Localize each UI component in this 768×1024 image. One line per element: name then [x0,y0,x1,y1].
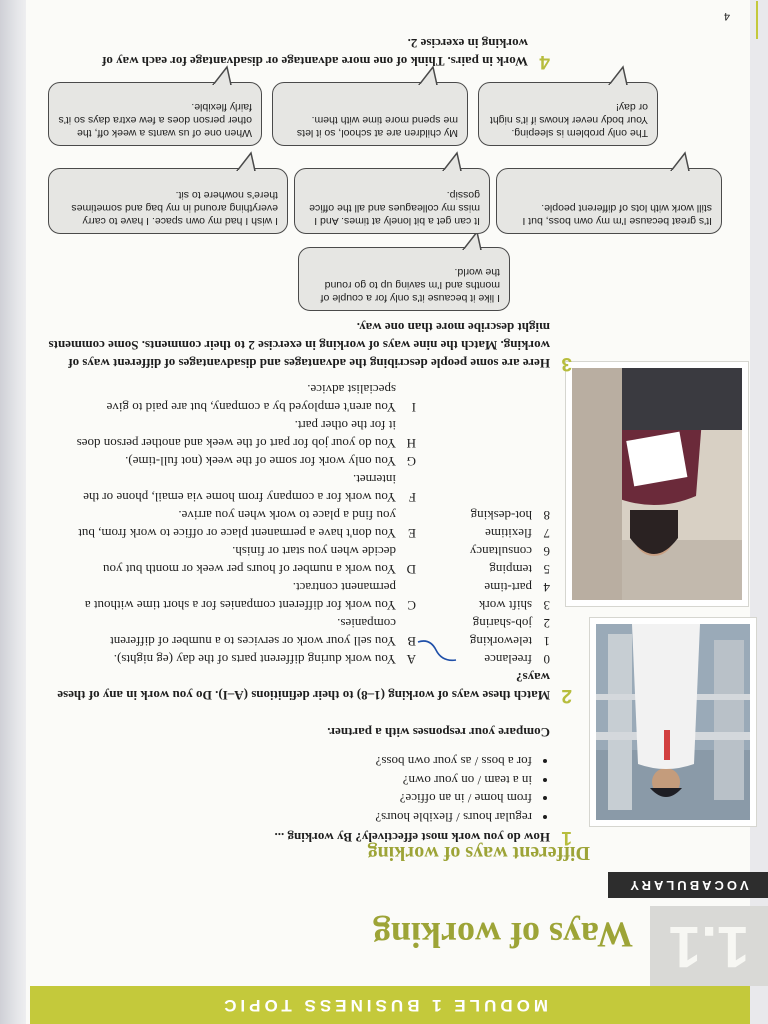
speech-bubble-text: It's great because I'm my own boss, but I still work with lots of different people. [522,202,712,227]
definition-item: H You do your job for part of the week and another person does it for the other part. [76,418,416,451]
speech-bubble-tail [605,65,629,85]
definition-item: G You only work for some of the week (not full-time). [125,454,416,469]
module-label: MODULE 1 BUSINESS TOPIC [220,996,548,1015]
way-item: 2job-sharing [472,616,550,631]
speech-bubble-text: The only problem is sleeping. Your body never knows if it's night or day! [489,101,648,139]
way-item: 8hot-desking [470,508,550,523]
bullet-item: • for a boss / as your own boss? [32,752,532,771]
speech-bubble [478,82,658,146]
photo-engineer [590,618,756,826]
engineer-image [596,624,750,820]
speech-bubble [294,168,490,234]
way-item: 7flexitime [485,526,550,541]
exercise-3-number: 3 [561,353,572,374]
speech-bubble-tail [439,151,463,171]
definitions-list [72,348,416,668]
definition-item: E You don't have a permanent place or office to work from, but you find a place to work when you arrive. [78,508,416,541]
bullet-item: • in a team / on your own? [32,771,532,790]
definition-item: I You aren't employed by a company, but are paid to give specialist advice. [106,382,416,415]
speech-bubble [496,168,722,234]
speech-bubble [298,247,510,311]
speech-bubble-text: My children are at school, so it lets me spend more time with them. [296,114,458,139]
bullet-item: • regular hours / flexible hours? [32,808,532,827]
section-tag-label: VOCABULARY [627,878,749,893]
page-number: 4 [723,10,730,22]
speech-bubble-text: I like it because it's only for a couple of months and I'm saving up to go round the world. [320,266,500,304]
speech-bubble-text: It can get a bit lonely at times. And I miss my colleagues and all the office gossip. [309,189,480,227]
photo-woman-reading [566,362,748,606]
section-heading: Different ways of working [367,842,590,864]
way-item: 6consultancy [469,544,550,559]
woman-reading-image [572,368,742,600]
exercise-2-prompt: Match these ways of working (1–8) to their definitions (A–I). Do you work in any of these ways? [57,670,550,703]
speech-bubble [48,82,262,146]
way-item: 4part-time [484,580,550,595]
exercise-1-prompt: How do you work most effectively? By working ... [274,830,550,845]
speech-bubble-text: I wish I had my own space. I have to carry everything around in my bag and sometimes there's nowhere to sit. [71,189,278,227]
exercise-1-followup: Compare your responses with a partner. [327,725,550,740]
example-match-line [416,636,458,666]
way-item: 5temping [489,562,550,577]
definition-item: C You work for different companies for a short time without a permanent contract. [84,580,416,613]
speech-bubble-tail [667,151,691,171]
exercise-3-prompt: Here are some people describing the advantages and disadvantages of different ways of working. Match the nine ways of working in exercise 2 to their comments. Some comments might describe more than one way. [48,320,550,371]
exercise-1-bullets [32,752,550,826]
exercise-2-number: 2 [561,685,572,706]
definition-item: F You work for a company from home via email, phone or the internet. [83,472,416,505]
speech-bubble-tail [233,151,257,171]
unit-title: Ways of working [372,915,633,955]
definition-item: D You work a number of hours per week or month but you decide when you start or finish. [103,544,416,577]
speech-bubble [272,82,468,146]
unit-number: 1.1 [668,914,750,979]
speech-bubble [48,168,288,234]
way-item: 0freelance [484,652,550,667]
exercise-1-number: 1 [561,827,572,848]
way-item: 1teleworking [469,634,550,649]
folio-rule [757,1,759,39]
exercise-4-prompt: Work in pairs. Think of one more advantage or disadvantage for each way of working in exercise 2. [102,36,528,69]
bullet-item: • from home / in an office? [32,789,532,808]
definition-item: A You work during different parts of the day (eg nights). [113,652,416,667]
exercise-4-number: 4 [539,51,550,72]
way-item: 3shift work [478,598,550,613]
speech-bubble-text: When one of us wants a week off, the other person does a few extra days so it's fairly flexible. [58,101,252,139]
definition-item: B You sell your work or services to a number of different companies. [110,616,416,649]
